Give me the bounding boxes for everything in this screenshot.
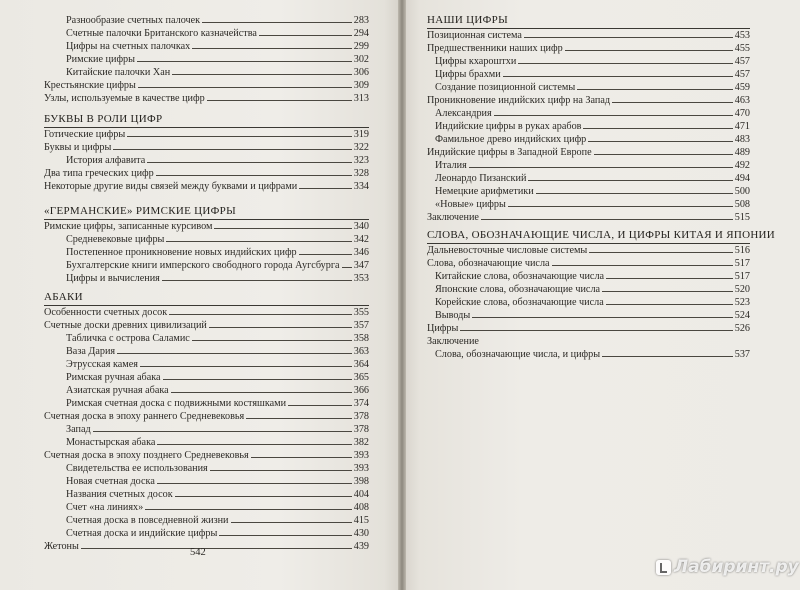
toc-leader-line [166, 241, 351, 242]
toc-entry [66, 66, 369, 79]
toc-entry [435, 55, 750, 68]
toc-entry-title: Предшественники наших цифр [427, 43, 563, 54]
toc-leader-line [156, 175, 352, 176]
toc-entry [435, 296, 750, 309]
section-heading: БУКВЫ В РОЛИ ЦИФР [44, 113, 163, 125]
toc-entry-title: Индийские цифры в руках арабов [435, 121, 582, 132]
toc-entry [66, 397, 369, 410]
toc-leader-line [589, 252, 732, 253]
toc-entry-title: Табличка с острова Саламис [66, 333, 190, 344]
toc-entry-page: 283 [353, 15, 369, 26]
toc-entry-title: Слова, обозначающие числа, и цифры [435, 349, 601, 360]
section-heading: «ГЕРМАНСКИЕ» РИМСКИЕ ЦИФРЫ [44, 205, 236, 217]
toc-entry [44, 540, 369, 553]
toc-entry [435, 107, 750, 120]
toc-entry [44, 79, 369, 92]
toc-leader-line [231, 522, 352, 523]
toc-entry-page: 294 [353, 28, 369, 39]
toc-entry-title: Особенности счетных досок [44, 307, 168, 318]
toc-entry-page: 457 [734, 69, 750, 80]
toc-entry-page: 328 [353, 168, 369, 179]
toc-leader-line [163, 379, 352, 380]
toc-leader-line [138, 87, 352, 88]
toc-leader-line [140, 366, 352, 367]
toc-entry-title: Ваза Дария [66, 346, 116, 357]
toc-entry-page: 492 [734, 160, 750, 171]
toc-entry-page: 523 [734, 297, 750, 308]
toc-leader-line [192, 48, 351, 49]
toc-entry-page: 347 [353, 260, 369, 271]
toc-leader-line [518, 63, 732, 64]
toc-entry-page: 378 [353, 424, 369, 435]
toc-entry-title: Буквы и цифры [44, 142, 112, 153]
toc-entry-page: 358 [353, 333, 369, 344]
toc-entry [435, 120, 750, 133]
toc-entry [435, 172, 750, 185]
toc-entry [435, 270, 750, 283]
toc-leader-line [171, 392, 352, 393]
toc-entry [66, 527, 369, 540]
toc-entry-title: Счетная доска в эпоху раннего Средневековья [44, 411, 245, 422]
toc-entry-page: 355 [353, 307, 369, 318]
toc-leader-line [147, 162, 351, 163]
toc-entry-title: Монастырская абака [66, 437, 156, 448]
toc-entry [427, 335, 750, 348]
toc-leader-line [552, 265, 733, 266]
toc-leader-line [210, 470, 352, 471]
toc-entry [44, 306, 369, 319]
toc-entry-page: 404 [353, 489, 369, 500]
toc-entry [427, 29, 750, 42]
toc-entry-title: Создание позиционной системы [435, 82, 576, 93]
toc-entry-page: 520 [734, 284, 750, 295]
toc-leader-line [508, 206, 733, 207]
toc-leader-line [494, 115, 733, 116]
toc-entry-title: Новая счетная доска [66, 476, 155, 487]
toc-entry-title: Римские цифры [66, 54, 135, 65]
toc-entry-page: 524 [734, 310, 750, 321]
toc-entry-title: Цифры кхароштхи [435, 56, 517, 67]
toc-entry [427, 211, 750, 224]
toc-leader-line [113, 149, 351, 150]
toc-leader-line [606, 278, 733, 279]
toc-leader-line [145, 509, 351, 510]
toc-entry-title: Цифры [427, 323, 459, 334]
toc-entry-title: Бухгалтерские книги имперского свободного города Аугсбурга [66, 260, 340, 271]
toc-entry-page: 319 [353, 129, 369, 140]
toc-entry-page: 526 [734, 323, 750, 334]
toc-entry [66, 371, 369, 384]
toc-entry-title: Римская ручная абака [66, 372, 161, 383]
toc-entry-title: Узлы, используемые в качестве цифр [44, 93, 205, 104]
toc-entry [44, 141, 369, 154]
toc-entry-title: Разнообразие счетных палочек [66, 15, 201, 26]
toc-entry [435, 159, 750, 172]
toc-entry-title: Готические цифры [44, 129, 126, 140]
toc-entry-title: Азиатская ручная абака [66, 385, 169, 396]
toc-entry-page: 516 [734, 245, 750, 256]
toc-entry [66, 246, 369, 259]
toc-leader-line [612, 102, 733, 103]
toc-entry-page: 365 [353, 372, 369, 383]
toc-entry-title: Счетная доска в эпоху позднего Средневековья [44, 450, 249, 461]
toc-entry [44, 220, 369, 233]
toc-entry-title: Заключение [427, 336, 479, 347]
toc-entry-title: Запад [66, 424, 91, 435]
toc-leader-line [524, 37, 733, 38]
toc-entry-page: 334 [353, 181, 369, 192]
toc-entry [427, 42, 750, 55]
toc-entry [66, 40, 369, 53]
toc-leader-line [259, 35, 352, 36]
toc-entry [66, 514, 369, 527]
toc-entry-page: 470 [734, 108, 750, 119]
toc-leader-line [299, 254, 352, 255]
toc-entry [66, 462, 369, 475]
toc-entry-page: 340 [353, 221, 369, 232]
toc-leader-line [157, 483, 352, 484]
toc-leader-line [528, 180, 732, 181]
toc-entry [66, 272, 369, 285]
toc-leader-line [602, 291, 733, 292]
toc-leader-line [469, 167, 733, 168]
toc-entry-title: Дальневосточные числовые системы [427, 245, 588, 256]
toc-entry-page: 517 [734, 258, 750, 269]
toc-entry [66, 259, 369, 272]
toc-entry-page: 374 [353, 398, 369, 409]
toc-leader-line [606, 304, 733, 305]
toc-leader-line [588, 141, 732, 142]
toc-entry [66, 501, 369, 514]
section-heading: СЛОВА, ОБОЗНАЧАЮЩИЕ ЧИСЛА, И ЦИФРЫ КИТАЯ И ЯПОНИИ [427, 229, 776, 241]
toc-entry-page: 322 [353, 142, 369, 153]
book-gutter [398, 0, 406, 590]
toc-entry-title: Китайские слова, обозначающие числа [435, 271, 605, 282]
toc-entry-title: Римские цифры, записанные курсивом [44, 221, 213, 232]
toc-entry-page: 408 [353, 502, 369, 513]
toc-entry-title: Александрия [435, 108, 492, 119]
toc-entry-page: 439 [353, 541, 369, 552]
toc-entry-page: 517 [734, 271, 750, 282]
toc-entry-title: Два типа греческих цифр [44, 168, 154, 179]
toc-entry-title: Свидетельства ее использования [66, 463, 208, 474]
toc-entry [44, 128, 369, 141]
toc-entry-page: 463 [734, 95, 750, 106]
toc-entry [66, 475, 369, 488]
toc-leader-line [565, 50, 733, 51]
toc-entry-page: 302 [353, 54, 369, 65]
toc-entry-title: Счетная доска и индийские цифры [66, 528, 218, 539]
toc-entry-title: Цифры и вычисления [66, 273, 160, 284]
toc-entry [66, 53, 369, 66]
toc-entry-page: 378 [353, 411, 369, 422]
toc-leader-line [288, 405, 352, 406]
toc-entry [66, 345, 369, 358]
toc-leader-line [202, 22, 352, 23]
toc-entry-title: Заключение [427, 212, 479, 223]
toc-entry-page: 515 [734, 212, 750, 223]
toc-leader-line [472, 317, 733, 318]
toc-entry [44, 180, 369, 193]
toc-entry-title: Проникновение индийских цифр на Запад [427, 95, 611, 106]
toc-entry [427, 244, 750, 257]
toc-leader-line [81, 548, 352, 549]
toc-leader-line [137, 61, 352, 62]
toc-entry-title: Японские слова, обозначающие числа [435, 284, 601, 295]
page-number: 542 [190, 547, 206, 558]
toc-entry-page: 346 [353, 247, 369, 258]
toc-entry-page: 382 [353, 437, 369, 448]
toc-entry [435, 133, 750, 146]
toc-entry [66, 154, 369, 167]
toc-entry [44, 92, 369, 105]
toc-entry-page: 309 [353, 80, 369, 91]
toc-entry-page: 483 [734, 134, 750, 145]
toc-leader-line [117, 353, 352, 354]
toc-entry-page: 393 [353, 463, 369, 474]
toc-entry-page: 299 [353, 41, 369, 52]
toc-entry-title: Постепенное проникновение новых индийских цифр [66, 247, 297, 258]
toc-leader-line [192, 340, 352, 341]
toc-entry-title: Леонардо Пизанский [435, 173, 527, 184]
toc-leader-line [162, 280, 352, 281]
toc-entry-title: Цифры брахми [435, 69, 501, 80]
toc-entry-page: 357 [353, 320, 369, 331]
toc-entry [66, 436, 369, 449]
toc-leader-line [246, 418, 351, 419]
toc-entry-title: Выводы [435, 310, 471, 321]
toc-leader-line [583, 128, 732, 129]
toc-entry-page: 323 [353, 155, 369, 166]
toc-leader-line [460, 330, 732, 331]
toc-leader-line [169, 314, 352, 315]
toc-leader-line [209, 327, 352, 328]
toc-leader-line [536, 193, 733, 194]
toc-entry-title: Крестьянские цифры [44, 80, 136, 91]
toc-entry [66, 233, 369, 246]
toc-entry-title: Немецкие арифметики [435, 186, 534, 197]
toc-entry-title: Цифры на счетных палочках [66, 41, 191, 52]
toc-entry-page: 430 [353, 528, 369, 539]
toc-entry-title: Римская счетная доска с подвижными костяшками [66, 398, 287, 409]
toc-entry-title: Счетные палочки Британского казначейства [66, 28, 257, 39]
toc-entry [435, 68, 750, 81]
toc-entry [66, 423, 369, 436]
toc-entry-title: Некоторые другие виды связей между буквами и цифрами [44, 181, 298, 192]
toc-entry-page: 364 [353, 359, 369, 370]
toc-leader-line [503, 76, 733, 77]
toc-leader-line [251, 457, 352, 458]
toc-entry-page: 537 [734, 349, 750, 360]
toc-leader-line [594, 154, 733, 155]
toc-entry [435, 81, 750, 94]
toc-entry-title: Счет «на линиях» [66, 502, 144, 513]
toc-entry-title: Китайские палочки Хан [66, 67, 171, 78]
toc-entry-page: 455 [734, 43, 750, 54]
toc-entry-page: 489 [734, 147, 750, 158]
toc-entry [435, 309, 750, 322]
toc-entry [44, 410, 369, 423]
toc-entry [427, 146, 750, 159]
toc-entry-page: 366 [353, 385, 369, 396]
toc-entry [44, 319, 369, 332]
toc-entry [66, 27, 369, 40]
toc-entry-title: Корейские слова, обозначающие числа [435, 297, 604, 308]
toc-entry [435, 198, 750, 211]
toc-entry-title: Жетоны [44, 541, 79, 552]
toc-entry-page: 398 [353, 476, 369, 487]
toc-leader-line [172, 74, 352, 75]
toc-entry [427, 94, 750, 107]
toc-entry-page: 342 [353, 234, 369, 245]
watermark-text: Лабиринт.ру [674, 557, 799, 577]
labirint-logo-icon [656, 560, 671, 575]
toc-entry-page: 393 [353, 450, 369, 461]
toc-entry-title: Счетная доска в повседневной жизни [66, 515, 229, 526]
toc-entry-page: 471 [734, 121, 750, 132]
toc-leader-line [127, 136, 352, 137]
toc-leader-line [577, 89, 733, 90]
toc-leader-line [481, 219, 733, 220]
toc-entry [435, 348, 750, 361]
toc-entry [66, 488, 369, 501]
toc-entry-page: 500 [734, 186, 750, 197]
toc-entry [427, 257, 750, 270]
toc-leader-line [602, 356, 733, 357]
toc-entry-page: 313 [353, 93, 369, 104]
toc-entry-page: 508 [734, 199, 750, 210]
watermark [656, 557, 799, 577]
toc-entry [435, 283, 750, 296]
toc-entry [44, 449, 369, 462]
toc-entry-title: Этрусская камея [66, 359, 138, 370]
toc-leader-line [342, 267, 352, 268]
toc-leader-line [299, 188, 352, 189]
toc-entry-title: История алфавита [66, 155, 146, 166]
toc-entry [66, 14, 369, 27]
toc-leader-line [219, 535, 351, 536]
toc-leader-line [93, 431, 352, 432]
toc-entry-title: Слова, обозначающие числа [427, 258, 550, 269]
toc-entry-title: Счетные доски древних цивилизаций [44, 320, 207, 331]
toc-entry-title: Фамильное древо индийских цифр [435, 134, 587, 145]
toc-entry-title: «Новые» цифры [435, 199, 506, 210]
toc-entry [427, 322, 750, 335]
toc-leader-line [157, 444, 351, 445]
section-heading: НАШИ ЦИФРЫ [427, 14, 508, 26]
toc-entry-page: 453 [734, 30, 750, 41]
toc-entry-title: Индийские цифры в Западной Европе [427, 147, 592, 158]
toc-entry-page: 457 [734, 56, 750, 67]
toc-entry-page: 363 [353, 346, 369, 357]
section-heading: АБАКИ [44, 291, 83, 303]
toc-entry-page: 306 [353, 67, 369, 78]
toc-entry [66, 358, 369, 371]
toc-entry-title: Позиционная система [427, 30, 522, 41]
toc-leader-line [207, 100, 352, 101]
toc-leader-line [214, 228, 351, 229]
toc-entry-title: Средневековые цифры [66, 234, 165, 245]
toc-entry-title: Названия счетных досок [66, 489, 173, 500]
toc-entry-title: Италия [435, 160, 467, 171]
toc-entry-page: 459 [734, 82, 750, 93]
toc-entry [66, 384, 369, 397]
toc-leader-line [175, 496, 352, 497]
toc-entry-page: 494 [734, 173, 750, 184]
toc-entry [44, 167, 369, 180]
toc-entry [435, 185, 750, 198]
toc-entry-page: 353 [353, 273, 369, 284]
toc-entry-page: 415 [353, 515, 369, 526]
toc-entry [66, 332, 369, 345]
